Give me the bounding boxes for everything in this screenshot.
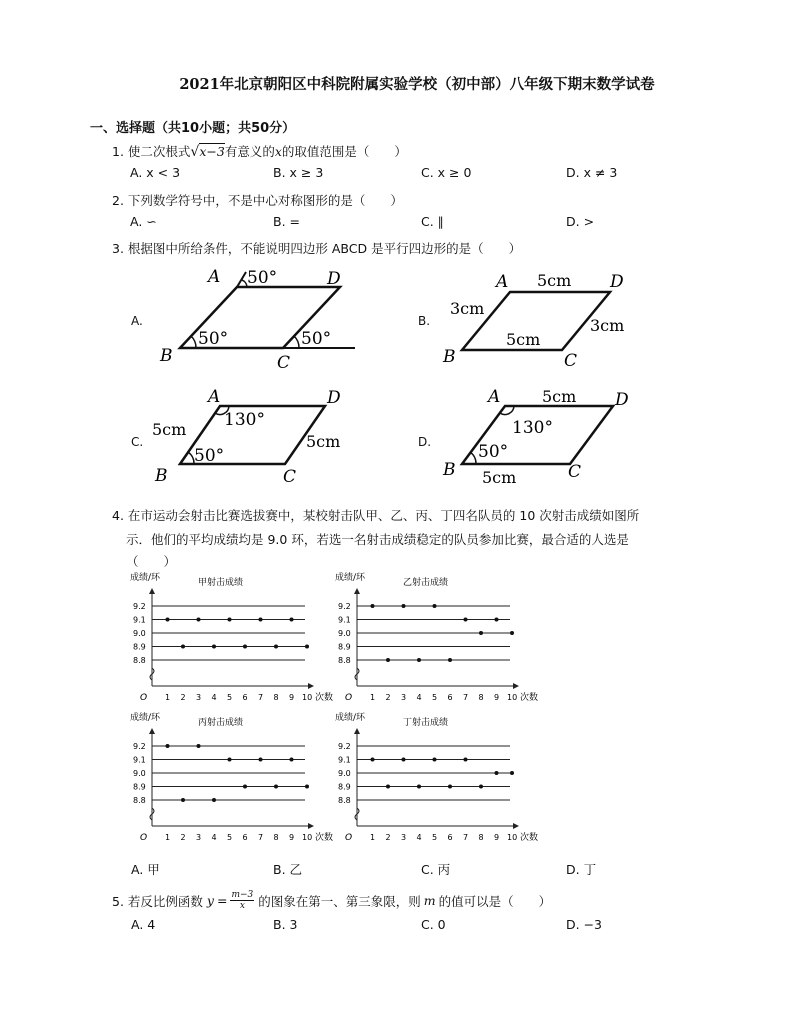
q5-fraction: [230, 890, 254, 911]
y-tick-label: 8.9: [338, 782, 351, 792]
q5-option-a[interactable]: A. 4: [131, 917, 156, 932]
vertex-d-label: D: [615, 390, 629, 410]
x-tick-label: 8: [478, 833, 484, 842]
q4-option-b[interactable]: B. 乙: [273, 862, 303, 877]
side-label: 3cm: [590, 316, 625, 335]
side-label: 3cm: [450, 299, 485, 318]
origin-label: O: [345, 693, 353, 703]
y-axis-label: 成绩/环: [335, 713, 366, 723]
data-point: [386, 785, 390, 789]
chart-yi: [335, 568, 565, 718]
x-tick-label: 5: [227, 833, 233, 842]
y-tick-label: 9.1: [338, 615, 351, 625]
data-point: [479, 631, 483, 635]
x-tick-label: 7: [463, 693, 469, 702]
x-axis-arrow-icon: [308, 823, 314, 829]
data-point: [259, 758, 263, 762]
x-tick-label: 1: [370, 833, 376, 842]
x-tick-label: 7: [463, 833, 469, 842]
y-tick-label: 8.9: [133, 782, 146, 792]
y-tick-label: 9.1: [338, 755, 351, 765]
origin-label: O: [140, 833, 148, 843]
origin-label: O: [140, 693, 148, 703]
q5-option-c[interactable]: C. 0: [421, 917, 446, 932]
x-tick-label: 5: [432, 833, 438, 842]
q3-figure-a: [150, 260, 370, 375]
data-point: [448, 658, 452, 662]
q2-option-a[interactable]: A. ∽: [130, 214, 157, 229]
x-tick-label: 3: [196, 693, 202, 702]
y-tick-label: 9.2: [133, 742, 146, 751]
x-tick-label: 7: [258, 833, 264, 842]
x-tick-label: 9: [494, 833, 500, 842]
q3-figure-b: [440, 262, 640, 374]
q4-option-d[interactable]: D. 丁: [566, 862, 597, 877]
vertex-c-label: C: [277, 353, 291, 373]
data-point: [402, 758, 406, 762]
data-point: [371, 604, 375, 608]
q5-option-b[interactable]: B. 3: [273, 917, 298, 932]
vertex-a-label: A: [208, 387, 221, 407]
vertex-a-label: A: [496, 272, 509, 292]
data-point: [243, 645, 247, 649]
y-tick-label: 9.2: [133, 602, 146, 611]
side-label: 5cm: [542, 387, 577, 406]
data-point: [305, 645, 309, 649]
vertex-c-label: C: [568, 462, 582, 482]
q5-text-pre: 5. 若反比例函数: [112, 893, 203, 909]
y-axis-label: 成绩/环: [130, 713, 161, 723]
x-tick-label: 8: [273, 833, 279, 842]
vertex-b-label: B: [443, 460, 456, 480]
y-tick-label: 8.8: [133, 796, 146, 805]
q3-option-c[interactable]: C.: [131, 435, 144, 449]
x-tick-label: 9: [289, 833, 295, 842]
data-point: [197, 618, 201, 622]
side-label: 5cm: [506, 330, 541, 349]
page-title: 2021年北京朝阳区中科院附属实验学校（初中部）八年级下期末数学试卷: [179, 76, 655, 93]
x-tick-label: 2: [180, 833, 186, 842]
data-point: [166, 618, 170, 622]
chart-title: 丁射击成绩: [403, 718, 449, 728]
q5-numerator: m−3: [231, 890, 254, 900]
y-tick-label: 8.8: [338, 656, 351, 665]
data-point: [495, 618, 499, 622]
chart-ding: [335, 708, 565, 858]
chart-title: 乙射击成绩: [403, 578, 449, 588]
y-tick-label: 9.1: [133, 615, 146, 625]
q1-option-a[interactable]: A. x < 3: [130, 165, 181, 180]
q5-text-post: 的图象在第一、第三象限，则: [258, 893, 421, 909]
y-axis-arrow-icon: [149, 728, 155, 734]
y-tick-label: 8.8: [338, 796, 351, 805]
y-axis-arrow-icon: [354, 588, 360, 594]
vertex-b-label: B: [443, 347, 456, 367]
angle-label: 130°: [512, 418, 553, 438]
data-point: [274, 645, 278, 649]
x-axis-arrow-icon: [308, 683, 314, 689]
y-axis-label: 成绩/环: [130, 573, 161, 583]
data-point: [197, 744, 201, 748]
q2-option-d[interactable]: D. >: [566, 214, 595, 229]
vertex-d-label: D: [327, 388, 341, 408]
x-tick-label: 2: [385, 833, 391, 842]
data-point: [417, 658, 421, 662]
question-5: [112, 890, 551, 911]
q1-text-pre: 1. 使二次根式: [112, 144, 191, 159]
vertex-c-label: C: [564, 351, 578, 371]
x-tick-label: 8: [273, 693, 279, 702]
data-point: [464, 758, 468, 762]
x-tick-label: 5: [227, 693, 233, 702]
q5-var-y: y: [206, 893, 214, 908]
data-point: [259, 618, 263, 622]
y-tick-label: 9.0: [133, 769, 146, 778]
x-tick-label: 5: [432, 693, 438, 702]
q3-figure-c: [150, 385, 370, 490]
q4-option-c[interactable]: C. 丙: [421, 862, 451, 877]
data-point: [510, 631, 514, 635]
x-tick-label: 6: [447, 833, 453, 842]
side-label: 5cm: [482, 468, 517, 487]
data-point: [181, 645, 185, 649]
chart-jia: [130, 568, 360, 718]
x-tick-label: 1: [165, 693, 171, 702]
x-tick-label: 9: [494, 693, 500, 702]
side-label: 5cm: [537, 271, 572, 290]
q5-text-post2: 的值可以是（ ）: [438, 893, 552, 909]
vertex-a-label: A: [208, 267, 221, 287]
x-axis-arrow-icon: [513, 683, 519, 689]
q1-text-post: 有意义的: [224, 144, 275, 159]
angle-label: 130°: [224, 410, 265, 430]
data-point: [371, 758, 375, 762]
data-point: [402, 604, 406, 608]
q3-option-a[interactable]: A.: [131, 314, 143, 328]
y-tick-label: 8.9: [338, 642, 351, 652]
data-point: [417, 785, 421, 789]
origin-label: O: [345, 833, 353, 843]
x-tick-label: 6: [447, 693, 453, 702]
question-4-line1: 4. 在市运动会射击比赛选拔赛中，某校射击队甲、乙、丙、丁四名队员的 10 次射击成绩如图所: [112, 508, 640, 523]
question-3: 3. 根据图中所给条件，不能说明四边形 ABCD 是平行四边形的是（ ）: [112, 241, 522, 256]
x-tick-label: 2: [385, 693, 391, 702]
question-2: 2. 下列数学符号中，不是中心对称图形的是（ ）: [112, 193, 403, 208]
data-point: [274, 785, 278, 789]
question-4-line3: （ ）: [126, 554, 177, 569]
q5-denominator: x: [239, 901, 245, 911]
data-point: [181, 798, 185, 802]
y-axis-arrow-icon: [149, 588, 155, 594]
y-tick-label: 8.8: [133, 656, 146, 665]
data-point: [290, 618, 294, 622]
data-point: [386, 658, 390, 662]
x-tick-label: 4: [211, 693, 217, 702]
chart-title: 甲射击成绩: [198, 578, 244, 588]
q2-option-c[interactable]: C. ∥: [421, 214, 444, 229]
x-tick-label: 6: [242, 833, 248, 842]
y-tick-label: 8.9: [133, 642, 146, 652]
data-point: [433, 604, 437, 608]
sqrt-sign-icon: √: [190, 144, 200, 160]
data-point: [495, 771, 499, 775]
x-tick-label: 9: [289, 693, 295, 702]
q5-var-m: m: [423, 893, 436, 908]
x-tick-label: 6: [242, 693, 248, 702]
x-axis-label: 次数: [520, 833, 539, 843]
y-tick-label: 9.2: [338, 602, 351, 611]
vertex-a-label: A: [488, 387, 501, 407]
data-point: [448, 785, 452, 789]
chart-title: 丙射击成绩: [198, 718, 244, 728]
q1-radicand: x−3: [199, 144, 225, 159]
data-point: [305, 785, 309, 789]
vertex-b-label: B: [155, 466, 168, 486]
question-4-line2: 示．他们的平均成绩均是 9.0 环，若选一名射击成绩稳定的队员参加比赛，最合适的人选是: [126, 532, 629, 547]
q1-option-b[interactable]: B. x ≥ 3: [273, 165, 324, 180]
q5-option-d[interactable]: D. −3: [566, 917, 602, 932]
x-tick-label: 4: [416, 693, 422, 702]
x-tick-label: 10: [302, 833, 313, 842]
data-point: [212, 645, 216, 649]
data-point: [479, 785, 483, 789]
y-tick-label: 9.2: [338, 742, 351, 751]
y-axis-arrow-icon: [354, 728, 360, 734]
q1-option-d[interactable]: D. x ≠ 3: [566, 165, 618, 180]
q1-option-c[interactable]: C. x ≥ 0: [421, 165, 472, 180]
vertex-b-label: B: [160, 346, 173, 366]
data-point: [228, 758, 232, 762]
x-tick-label: 8: [478, 693, 484, 702]
x-axis-label: 次数: [520, 693, 539, 703]
x-tick-label: 3: [401, 833, 407, 842]
q4-option-a[interactable]: A. 甲: [131, 862, 160, 877]
angle-label: 50°: [301, 329, 332, 349]
angle-label: 50°: [247, 268, 278, 288]
data-point: [464, 618, 468, 622]
x-tick-label: 1: [165, 833, 171, 842]
x-axis-label: 次数: [315, 693, 334, 703]
x-tick-label: 4: [211, 833, 217, 842]
y-tick-label: 9.0: [133, 629, 146, 638]
side-label: 5cm: [152, 420, 187, 439]
section-heading: 一、选择题（共10小题；共50分）: [90, 121, 296, 136]
angle-label: 50°: [478, 442, 509, 462]
q5-equals: =: [216, 893, 228, 908]
question-1: [112, 142, 407, 160]
angle-label: 50°: [194, 446, 225, 466]
q1-var: x: [274, 144, 282, 159]
x-axis-label: 次数: [315, 833, 334, 843]
data-point: [228, 618, 232, 622]
side-label: 5cm: [306, 432, 341, 451]
y-axis-label: 成绩/环: [335, 573, 366, 583]
x-axis-arrow-icon: [513, 823, 519, 829]
vertex-d-label: D: [610, 272, 624, 292]
y-tick-label: 9.1: [133, 755, 146, 765]
x-tick-label: 10: [507, 833, 518, 842]
x-tick-label: 1: [370, 693, 376, 702]
x-tick-label: 3: [196, 833, 202, 842]
q1-text-post2: 的取值范围是（ ）: [281, 144, 407, 159]
data-point: [433, 758, 437, 762]
vertex-d-label: D: [327, 269, 341, 289]
data-point: [290, 758, 294, 762]
chart-bing: [130, 708, 360, 858]
x-tick-label: 7: [258, 693, 264, 702]
data-point: [166, 744, 170, 748]
data-point: [212, 798, 216, 802]
q3-option-b[interactable]: B.: [418, 314, 431, 328]
data-point: [510, 771, 514, 775]
x-tick-label: 10: [507, 693, 518, 702]
q3-option-d[interactable]: D.: [418, 435, 432, 449]
angle-label: 50°: [198, 329, 229, 349]
vertex-c-label: C: [283, 467, 297, 487]
q3-figure-d: [440, 385, 640, 490]
y-tick-label: 9.0: [338, 629, 351, 638]
y-tick-label: 9.0: [338, 769, 351, 778]
q2-option-b[interactable]: B. =: [273, 214, 300, 229]
data-point: [243, 785, 247, 789]
x-tick-label: 4: [416, 833, 422, 842]
x-tick-label: 10: [302, 693, 313, 702]
x-tick-label: 2: [180, 693, 186, 702]
x-tick-label: 3: [401, 693, 407, 702]
